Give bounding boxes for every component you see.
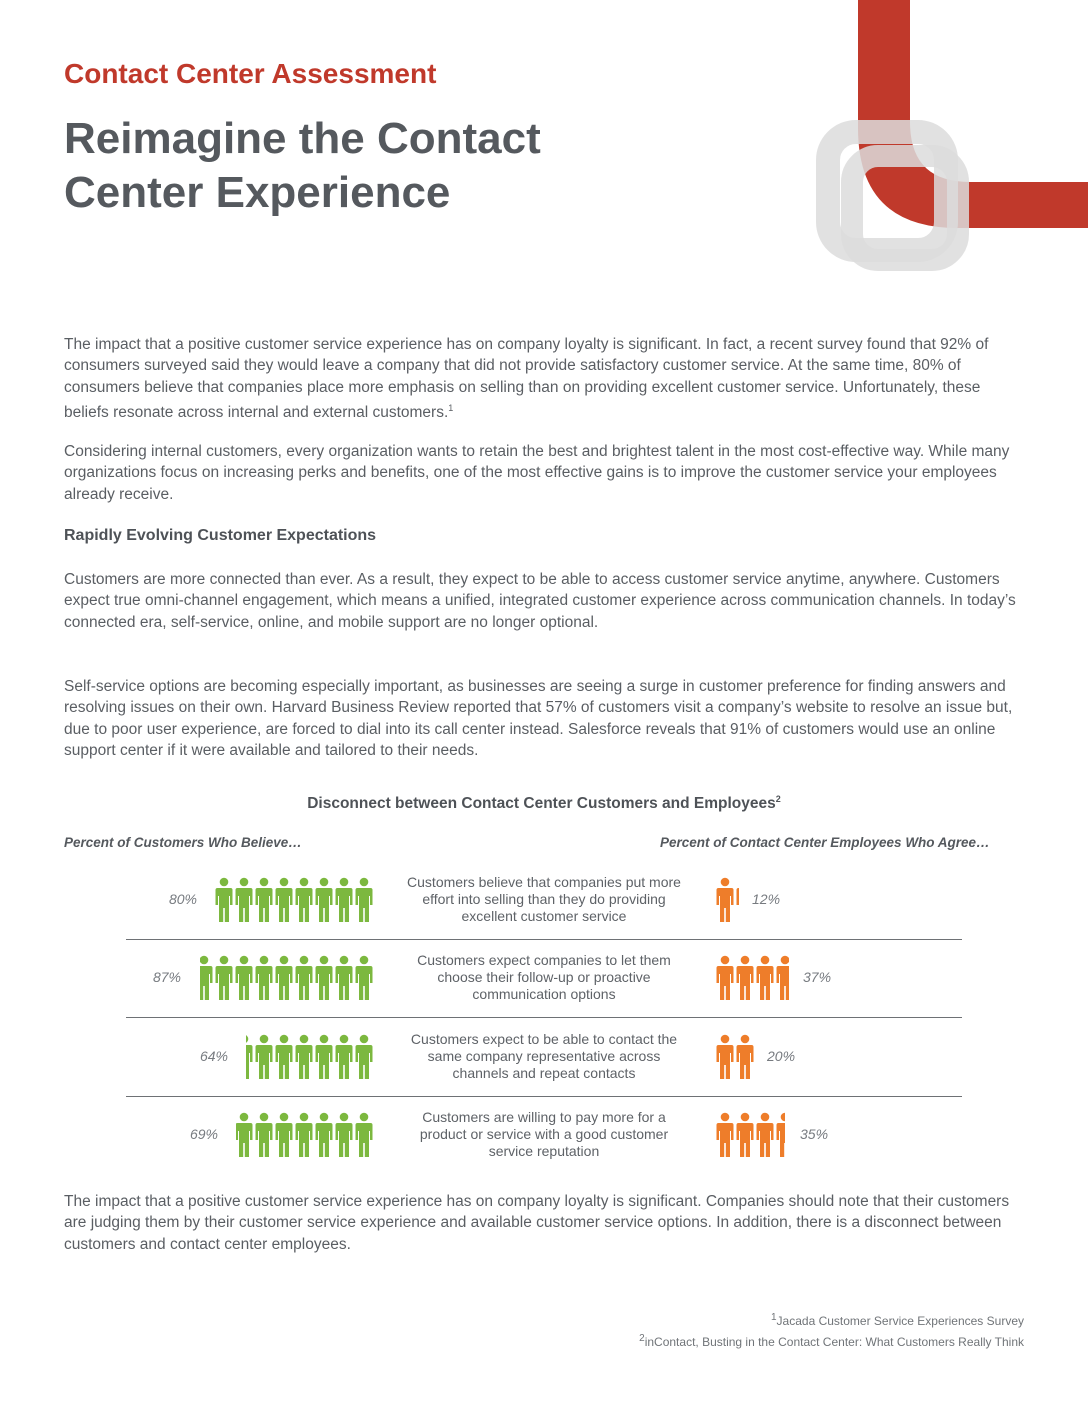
footnote-ref: 2: [775, 794, 781, 804]
employees-pictogram: [715, 955, 795, 1001]
customers-person-icon: [276, 1035, 293, 1079]
employees-percent: 35%: [800, 1126, 829, 1142]
footnote-1: $^1$Jacada Customer Service Experiences Survey: [770, 1312, 1024, 1328]
footnote-ref: 1: [448, 403, 454, 414]
employees-person-icon: [717, 1113, 734, 1157]
customers-person-icon: [316, 956, 333, 1000]
employees-person-icon: [737, 878, 740, 922]
gray-square-front: [852, 156, 958, 260]
customers-person-icon: [236, 1035, 253, 1079]
chart-row: [0, 949, 1088, 1027]
customers-percent: 80%: [168, 891, 197, 907]
customers-person-icon: [236, 878, 253, 922]
self-service-paragraph: Self-service options are becoming especially important, as businesses are seeing a surge in customer preference for finding answers and resolving issues on their own. Harvard Business Review reported that 57% of customers visit a company’s website to resolve an issue but, due to poor user experience, are forced to dial into its call center instead. Salesforce reveals that 91% of customers would use an online support center if it were available and tailored to their needs.: [64, 678, 1013, 760]
employees-person-icon: [777, 1113, 792, 1157]
employees-person-icon: [717, 1035, 734, 1079]
section-heading: Rapidly Evolving Customer Expectations: [64, 527, 377, 544]
customers-percent: 69%: [189, 1126, 218, 1142]
employees-person-icon: [757, 956, 774, 1000]
page-title: Reimagine the Contact Center Experience: [64, 114, 541, 217]
red-corner-shape: [858, 0, 1088, 228]
customers-person-icon: [356, 878, 373, 922]
customers-person-icon: [336, 956, 353, 1000]
employees-percent: 12%: [752, 891, 781, 907]
chart-row: [0, 1106, 1088, 1184]
employees-pictogram: [715, 1034, 759, 1080]
employees-person-icon: [717, 878, 734, 922]
chart-row: [0, 1028, 1088, 1106]
customers-person-icon: [256, 956, 273, 1000]
customers-person-icon: [316, 1035, 333, 1079]
footnote-2: $^2$inContact, Busting in the Contact Center: What Customers Really Think: [639, 1333, 1024, 1349]
employees-person-icon: [777, 956, 794, 1000]
customers-person-icon: [356, 1035, 373, 1079]
customers-percent: 87%: [152, 969, 181, 985]
row-divider: [126, 1096, 962, 1097]
customers-person-icon: [296, 1113, 313, 1157]
customers-person-icon: [336, 1113, 353, 1157]
expectations-paragraph: Customers are more connected than ever. As a result, they expect to be able to access customer service anytime, anywhere. Customers expect true omni-channel engagement, which means a unified, integrated customer experience across communication channels. In today’s connected era, self-service, online, and mobile support are no longer optional.: [64, 571, 1016, 631]
customers-person-icon: [276, 878, 293, 922]
employees-percent: 37%: [803, 969, 832, 985]
customers-person-icon: [256, 1035, 273, 1079]
customers-person-icon: [336, 878, 353, 922]
statement-text: Customers believe that companies put more effort into selling than they do providing excellent customer service: [407, 874, 681, 924]
customers-person-icon: [356, 1113, 373, 1157]
row-divider: [126, 1017, 962, 1018]
customers-person-icon: [216, 878, 233, 922]
employees-person-icon: [717, 956, 734, 1000]
customers-person-icon: [316, 878, 333, 922]
chart-title: Disconnect between Contact Center Customers and Employees$^2$: [307, 794, 781, 813]
employees-person-icon: [757, 1113, 774, 1157]
customers-person-icon: [356, 956, 373, 1000]
customers-person-icon: [216, 956, 233, 1000]
customers-pictogram: [226, 1112, 374, 1158]
customers-person-icon: [236, 956, 253, 1000]
employees-pictogram: [715, 877, 739, 923]
employees-person-icon: [737, 1035, 754, 1079]
customers-person-icon: [296, 956, 313, 1000]
employees-pictogram: [715, 1112, 791, 1158]
employees-percent: 20%: [767, 1048, 796, 1064]
customers-pictogram: [206, 877, 374, 923]
customers-person-icon: [276, 1113, 293, 1157]
closing-paragraph: The impact that a positive customer service experience has on company loyalty is significant. Companies should note that their customers are judging them by their customer service experience and available customer service options. In addition, there is a disconnect between customers and contact center employees.: [64, 1193, 1010, 1253]
customers-person-icon: [196, 956, 213, 1000]
customers-person-icon: [276, 956, 293, 1000]
right-column-label: Percent of Contact Center Employees Who Agree…: [660, 835, 990, 850]
customers-person-icon: [336, 1035, 353, 1079]
row-divider: [126, 939, 962, 940]
employees-person-icon: [737, 956, 754, 1000]
customers-person-icon: [296, 1035, 313, 1079]
eyebrow-title: Contact Center Assessment: [64, 58, 437, 89]
statement-text: Customers expect companies to let them choose their follow-up or proactive communication options: [417, 952, 671, 1002]
intro-paragraph: The impact that a positive customer service experience has on company loyalty is significant. In fact, a recent survey found that 92% of consumers surveyed said they would leave a company that did not provide satisfactory customer service. At the same time, 80% of consumers believe that companies place more emphasis on selling than on providing excellent customer service. Unfortunately, these beliefs resonate across internal and external customers.$^1$: [64, 336, 989, 422]
statement-text: Customers are willing to pay more for a product or service with a good customer service reputation: [419, 1109, 669, 1159]
internal-customers-paragraph: Considering internal customers, every organization wants to retain the best and brightest talent in the most cost-effective way. While many organizations focus on increasing perks and benefits, one of the most effective gains is to improve the customer service your employees already receive.: [64, 443, 1010, 503]
customers-person-icon: [256, 878, 273, 922]
customers-percent: 64%: [199, 1048, 228, 1064]
customers-person-icon: [316, 1113, 333, 1157]
employees-person-icon: [737, 1113, 754, 1157]
customers-person-icon: [236, 1113, 253, 1157]
customers-person-icon: [296, 878, 313, 922]
customers-person-icon: [256, 1113, 273, 1157]
gray-square-back: [828, 132, 946, 250]
chart-row: [0, 871, 1088, 949]
left-column-label: Percent of Customers Who Believe…: [64, 835, 302, 850]
customers-pictogram: [190, 955, 374, 1001]
statement-text: Customers expect to be able to contact the same company representative across channels and repeat contacts: [410, 1031, 678, 1081]
customers-pictogram: [236, 1034, 374, 1080]
